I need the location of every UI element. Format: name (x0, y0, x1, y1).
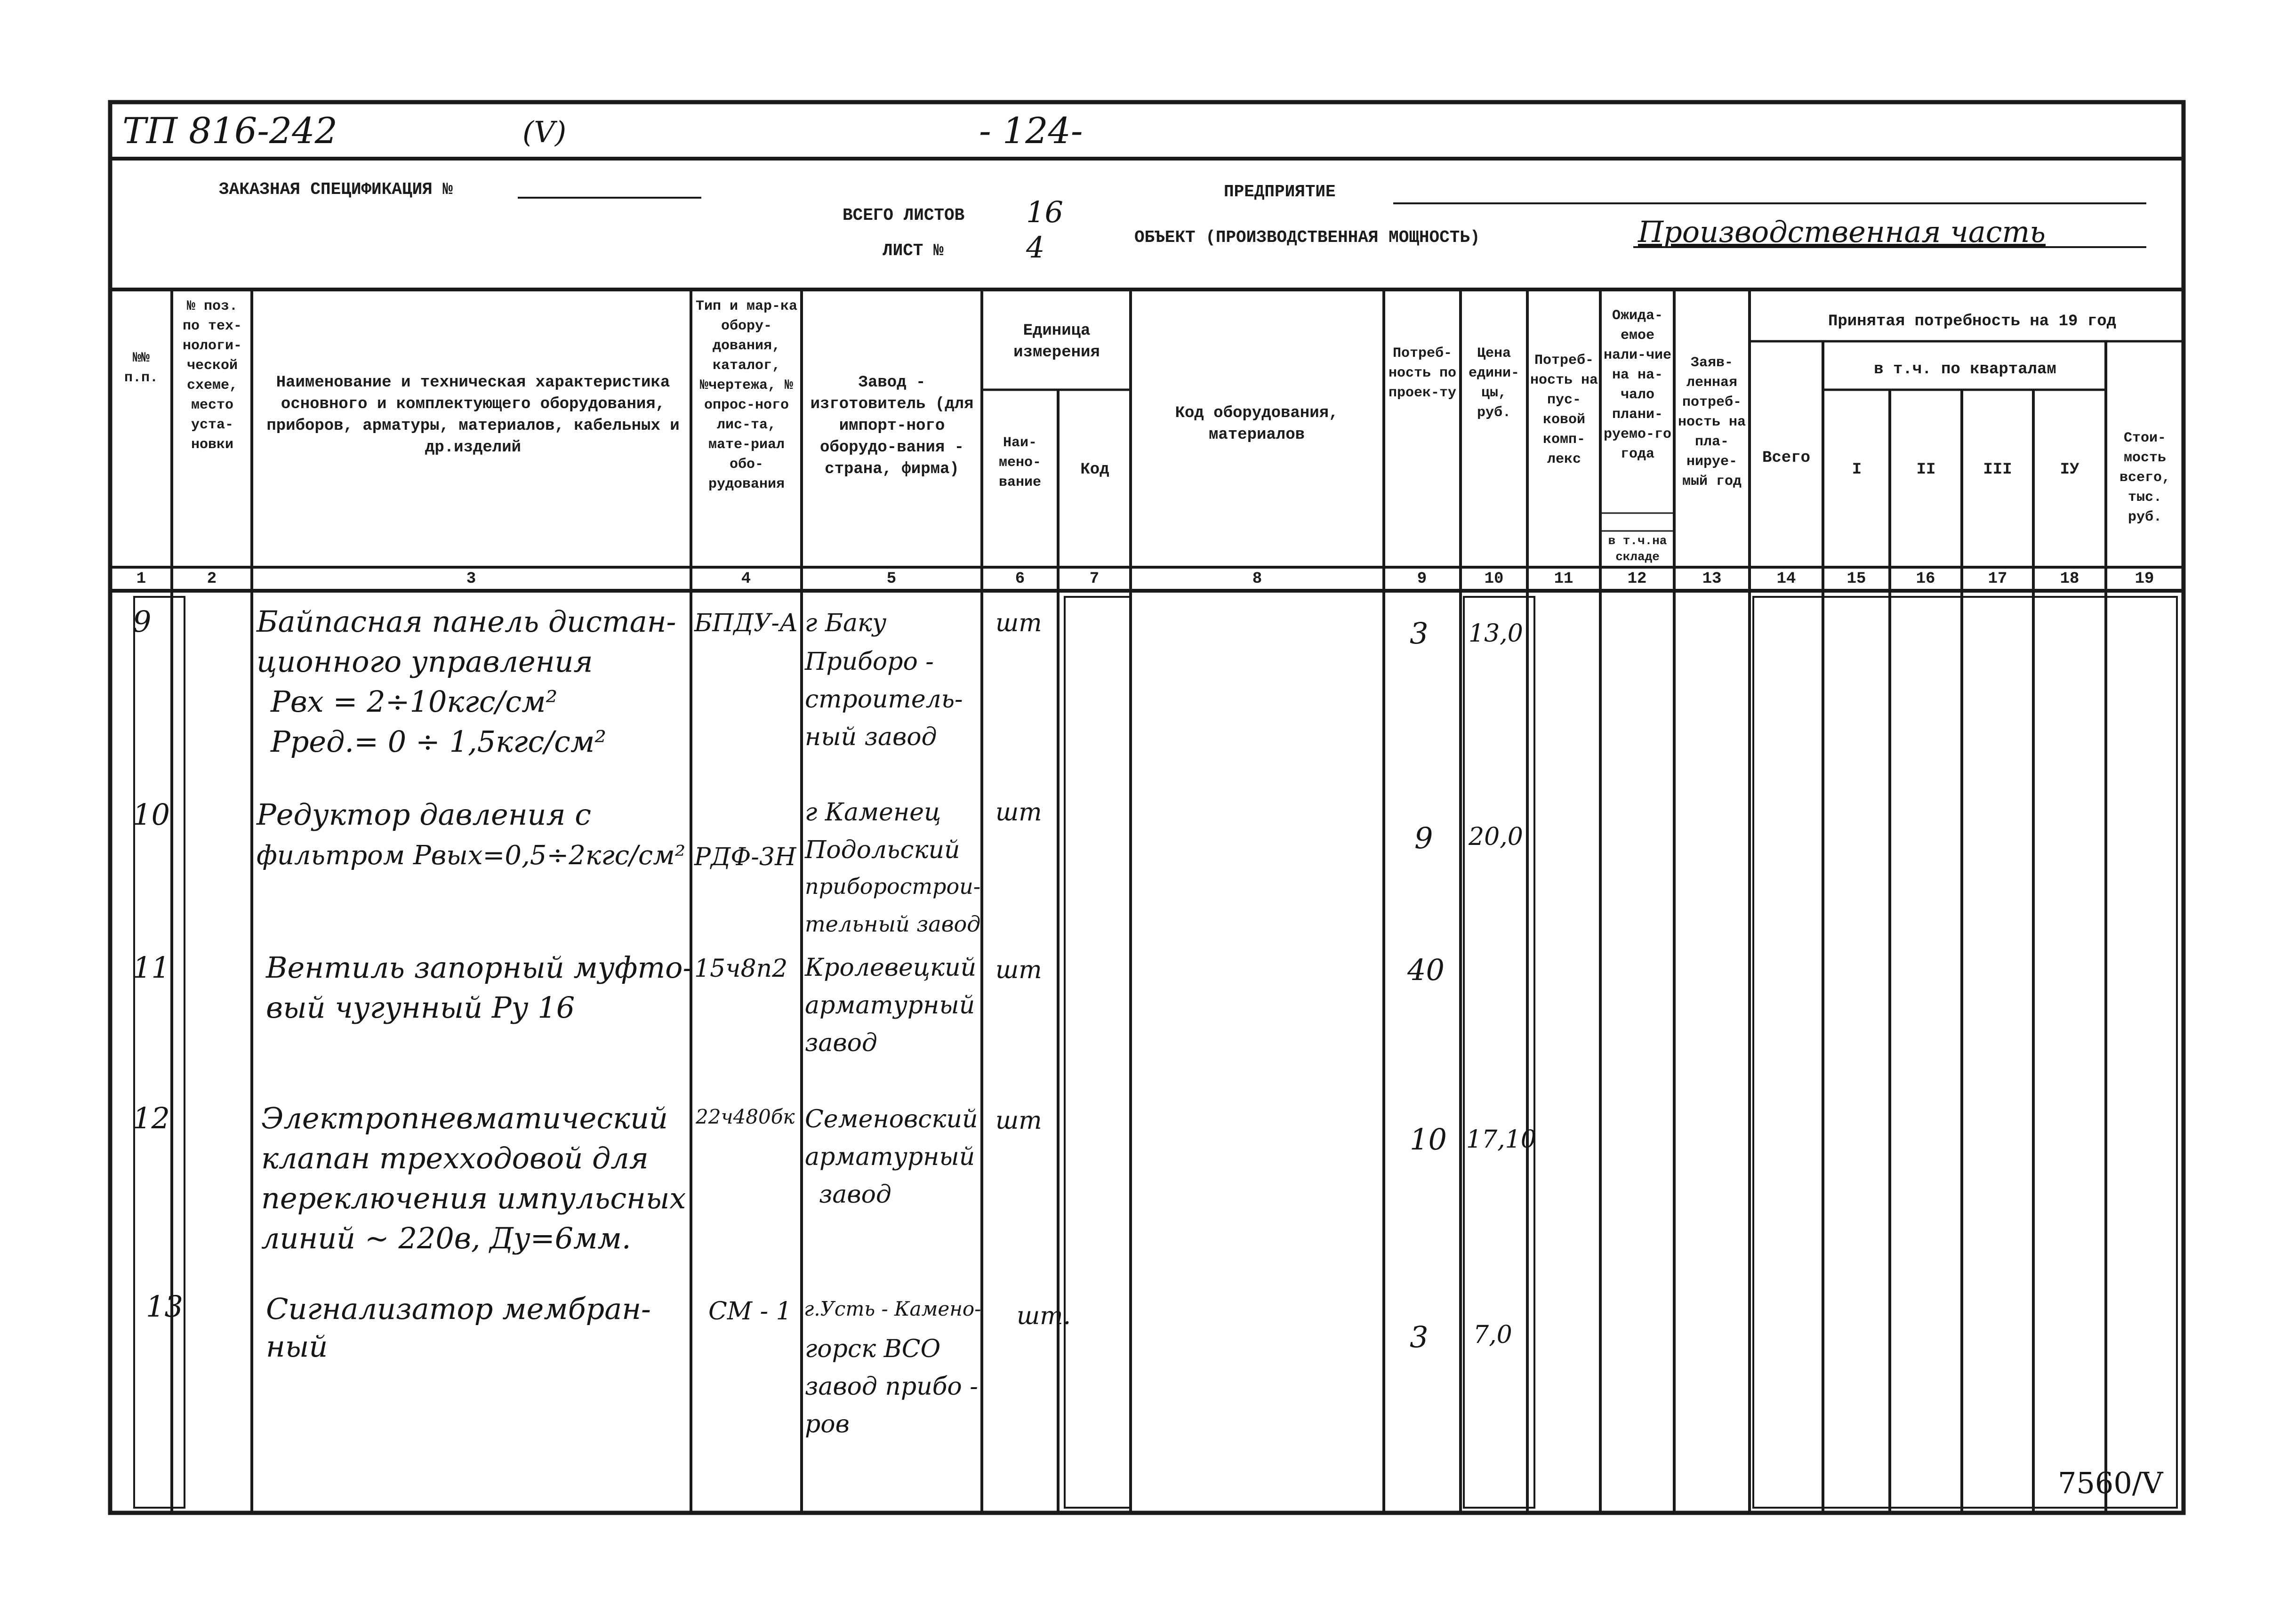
col-number: 14 (1776, 570, 1796, 588)
col-number: 4 (741, 570, 751, 588)
sheet-value: 4 (1026, 230, 1045, 265)
col-number: 10 (1484, 570, 1504, 588)
row-13-unit: шт. (1017, 1302, 1071, 1330)
col-number: 8 (1252, 570, 1262, 588)
header-col-4: Тип и мар-ка обору-дования, каталог, №чертежа, № опрос-ного лис-та, мате-риал обо-рудования (695, 298, 798, 492)
row-11-type: 15ч8п2 (694, 955, 788, 983)
row-9-name-line: Байпасная панель дистан- (257, 604, 676, 639)
row-9-qty: 3 (1410, 616, 1429, 651)
header-col-9: Потреб-ность по проек-ту (1388, 346, 1457, 401)
col-number: 7 (1089, 570, 1100, 588)
header-col-7: Код (1080, 461, 1109, 479)
row-13-name-line: ный (266, 1329, 328, 1364)
col-number: 2 (207, 570, 217, 588)
row-10-price: 20,0 (1469, 823, 1523, 851)
header-col-17: III (1983, 461, 2012, 479)
sheet-label: ЛИСТ № (883, 241, 944, 260)
row-11-qty: 40 (1407, 953, 1445, 987)
col-number: 3 (466, 570, 476, 588)
row-10-maker-line: тельный завод (805, 911, 981, 937)
row-10-unit: шт (995, 798, 1042, 827)
row-10-name-line: фильтром Рвых=0,5÷2кгс/см² (257, 840, 686, 871)
header-col-8: Код оборудования, материалов (1175, 404, 1339, 444)
header-col-11: Потреб-ность на пус-ковой комп-лекс (1530, 353, 1598, 467)
row-9-price: 13,0 (1469, 619, 1523, 648)
col-number: 1 (136, 570, 146, 588)
volume-mark: (V) (522, 115, 567, 149)
col-number: 11 (1554, 570, 1573, 588)
archive-stamp: 7560/V (2058, 1466, 2163, 1500)
header-col-19: Стои-мость всего, тыс. руб. (2119, 430, 2171, 525)
row-10-maker-line: Подольский (805, 836, 960, 864)
row-12-maker-line: арматурный (805, 1143, 975, 1171)
document-code: ТП 816-242 (122, 110, 337, 152)
header-col-10: Цена едини-цы, руб. (1468, 346, 1520, 421)
row-11-name-line: вый чугунный Ру 16 (266, 990, 575, 1025)
col-number: 13 (1702, 570, 1722, 588)
row-10-qty: 9 (1414, 821, 1433, 855)
row-9-unit: шт (995, 609, 1042, 637)
enterprise-label: ПРЕДПРИЯТИЕ (1224, 182, 1336, 201)
row-9-maker-line: г Баку (805, 609, 887, 637)
row-12-maker-line: Семеновский (805, 1105, 978, 1133)
row-12-name-line: переключения импульсных (261, 1181, 686, 1215)
header-unit-group: Единица измерения (1013, 322, 1100, 362)
row-12-type: 22ч480бк (696, 1105, 795, 1128)
col-number: 18 (2060, 570, 2079, 588)
col-number: 6 (1015, 570, 1025, 588)
header-quarters-group: в т.ч. по кварталам (1874, 361, 2056, 378)
row-13-type: СМ - 1 (708, 1297, 792, 1326)
row-9-maker-line: Приборо - (805, 648, 934, 676)
row-13-qty: 3 (1410, 1320, 1429, 1354)
row-11-maker-line: завод (805, 1029, 877, 1057)
header-col-2: № поз. по тех-нологи-ческой схеме, место уста-новки (182, 298, 242, 453)
col-number: 12 (1627, 570, 1647, 588)
row-9-maker-line: строитель- (805, 685, 963, 714)
header-col-13: Заяв-ленная потреб-ность на пла-нируе-мый год (1678, 355, 1746, 490)
object-label: ОБЪЕКТ (ПРОИЗВОДСТВЕННАЯ МОЩНОСТЬ) (1134, 228, 1480, 247)
row-11-name-line: Вентиль запорный муфто- (266, 950, 693, 985)
row-13-maker-line: ров (805, 1410, 850, 1438)
row-9-type: БПДУ-А (694, 609, 798, 637)
row-13-number: 13 (146, 1289, 183, 1324)
total-sheets-label: ВСЕГО ЛИСТОВ (843, 206, 965, 225)
row-11-number: 11 (133, 950, 170, 985)
row-9-number: 9 (133, 604, 152, 639)
header-col-3: Наименование и техническая характеристика основного и комплектующего оборудования, приборов, арматуры, материалов, кабельных и др.изделий (266, 374, 680, 457)
row-10-number: 10 (133, 797, 170, 832)
row-9-name-line: Рвх = 2÷10кгс/см² (271, 684, 558, 719)
row-10-type: РДФ-3Н (694, 843, 796, 871)
header-col-5: Завод - изготовитель (для импорт-ного оборудо-вания - страна, фирма) (810, 374, 974, 478)
row-12-price: 17,10 (1466, 1125, 1536, 1154)
col-number: 17 (1988, 570, 2007, 588)
row-10-maker-line: приборострои- (805, 874, 981, 899)
header-col-12-stock: в т.ч.на складе (1608, 534, 1667, 564)
page-number: - 124- (979, 110, 1083, 152)
col-number: 19 (2135, 570, 2154, 588)
header-col-15: I (1852, 461, 1862, 479)
row-11-maker-line: Кролевецкий (805, 954, 977, 982)
row-12-maker-line: завод (819, 1181, 891, 1209)
col-number: 5 (886, 570, 897, 588)
row-12-name-line: Электропневматический (261, 1101, 668, 1135)
row-13-maker-line: г.Усть - Камено- (804, 1297, 981, 1320)
header-col-6: Наи-мено-вание (998, 435, 1041, 490)
header-col-12: Ожида-емое нали-чие на на-чало плани-руемо-го года (1603, 308, 1672, 462)
total-sheets-value: 16 (1026, 195, 1063, 229)
row-9-maker-line: ный завод (805, 723, 937, 751)
row-10-name-line: Редуктор давления с (257, 797, 591, 832)
row-13-maker-line: завод прибо - (805, 1373, 978, 1401)
row-12-name-line: клапан трехходовой для (261, 1141, 649, 1175)
row-11-unit: шт (995, 956, 1042, 984)
row-10-maker-line: г Каменец (805, 798, 941, 827)
spec-label: ЗАКАЗНАЯ СПЕЦИФИКАЦИЯ № (219, 180, 453, 199)
row-13-name-line: Сигнализатор мембран- (266, 1292, 651, 1326)
row-12-number: 12 (133, 1101, 170, 1135)
row-12-qty: 10 (1410, 1122, 1447, 1157)
header-col-14: Всего (1762, 449, 1811, 467)
row-12-name-line: линий ~ 220в, Ду=6мм. (261, 1221, 631, 1255)
col-number: 16 (1916, 570, 1935, 588)
header-col-1: №№ п.п. (124, 350, 158, 386)
row-13-maker-line: горск ВСО (805, 1335, 941, 1363)
row-11-maker-line: арматурный (805, 991, 975, 1020)
header-col-16: II (1916, 461, 1936, 479)
row-12-unit: шт (995, 1107, 1042, 1135)
row-9-name-line: Рред.= 0 ÷ 1,5кгс/см² (271, 724, 607, 759)
header-col-18: IУ (2060, 461, 2079, 479)
col-number: 9 (1417, 570, 1427, 588)
object-value: Производственная часть (1638, 215, 2046, 249)
row-13-price: 7,0 (1473, 1321, 1512, 1349)
header-accepted-group: Принятая потребность на 19 год (1828, 313, 2117, 330)
row-9-name-line: ционного управления (257, 644, 593, 679)
col-number: 15 (1846, 570, 1866, 588)
